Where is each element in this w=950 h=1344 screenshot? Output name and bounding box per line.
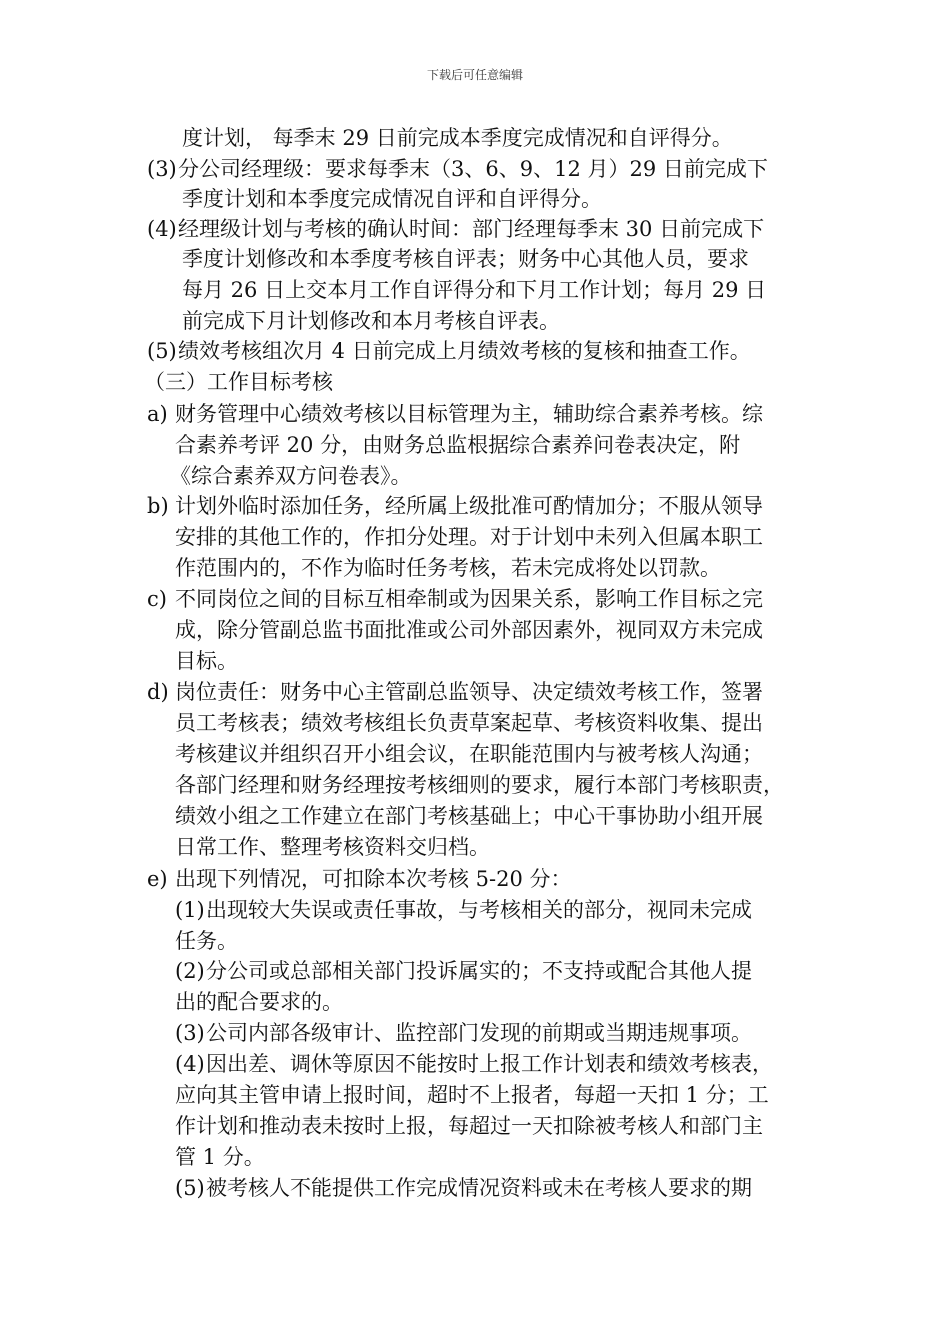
list-marker: (5) [147, 339, 177, 363]
text-line [147, 399, 763, 429]
line-text: 《综合素养双方问卷表》。 [170, 464, 412, 488]
list-marker: (5) [175, 1176, 205, 1200]
list-marker: (2) [175, 959, 205, 983]
line-text: 计划外临时添加任务，经所属上级批准可酌情加分；不服从领导 [175, 494, 763, 518]
text-line [175, 553, 721, 583]
text-line [175, 1173, 752, 1203]
text-line [175, 430, 740, 460]
list-marker: d) [147, 680, 169, 704]
text-line [147, 677, 763, 707]
text-line [175, 1111, 763, 1141]
text-line [175, 1049, 773, 1079]
line-text: 作计划和推动表未按时上报，每超过一天扣除被考核人和部门主 [175, 1114, 763, 1138]
text-line [175, 832, 490, 862]
list-marker: a) [147, 402, 168, 426]
list-marker: (3) [147, 157, 177, 181]
text-line [175, 987, 343, 1017]
line-text: 出现较大失误或责任事故，与考核相关的部分，视同未完成 [206, 898, 752, 922]
text-line [182, 184, 602, 214]
line-text: 因出差、调休等原因不能按时上报工作计划表和绩效考核表， [206, 1052, 773, 1076]
list-marker: c) [147, 587, 167, 611]
line-text: 分公司或总部相关部门投诉属实的；不支持或配合其他人提 [206, 959, 752, 983]
line-text: 考核建议并组织召开小组会议，在职能范围内与被考核人沟通； [175, 742, 763, 766]
line-text: 安排的其他工作的，作扣分处理。对于计划中未列入但属本职工 [175, 525, 763, 549]
line-text: 员工考核表；绩效考核组长负责草案起草、考核资料收集、提出 [175, 711, 763, 735]
page-header: 下载后可任意编辑 [426, 68, 523, 82]
line-text: 应向其主管申请上报时间，超时不上报者，每超一天扣 1 分；工 [175, 1083, 769, 1107]
section-heading [144, 367, 333, 397]
text-line [170, 461, 412, 491]
line-text: 季度计划和本季度完成情况自评和自评得分。 [182, 187, 602, 211]
line-text: 被考核人不能提供工作完成情况资料或未在考核人要求的期 [206, 1176, 752, 1200]
line-text: 绩效考核组次月 4 日前完成上月绩效考核的复核和抽查工作。 [178, 339, 751, 363]
text-line [175, 1080, 769, 1110]
text-line [182, 123, 733, 153]
line-text: 作范围内的，不作为临时任务考核，若未完成将处以罚款。 [175, 556, 721, 580]
list-marker: (1) [175, 898, 205, 922]
text-line [175, 739, 763, 769]
text-line [175, 615, 763, 645]
list-marker: (4) [175, 1052, 205, 1076]
line-text: 财务管理中心绩效考核以目标管理为主，辅助综合素养考核。综 [175, 402, 763, 426]
line-text: 岗位责任：财务中心主管副总监领导、决定绩效考核工作，签署 [175, 680, 763, 704]
list-marker: (4) [147, 217, 177, 241]
text-line [147, 336, 751, 366]
line-text: 季度计划修改和本季度考核自评表；财务中心其他人员，要求 [182, 247, 749, 271]
line-text: （三）工作目标考核 [144, 370, 333, 394]
line-text: 每月 26 日上交本月工作自评得分和下月工作计划；每月 29 日 [182, 278, 767, 302]
line-text: 分公司经理级：要求每季末（3、6、9、12 月）29 日前完成下 [178, 157, 768, 181]
text-line [182, 306, 560, 336]
line-text: 度计划， 每季末 29 日前完成本季度完成情况和自评得分。 [182, 126, 733, 150]
line-text: 各部门经理和财务经理按考核细则的要求，履行本部门考核职责， [175, 773, 784, 797]
text-line [175, 895, 752, 925]
line-text: 目标。 [175, 649, 238, 673]
text-line [175, 646, 238, 676]
line-text: 经理级计划与考核的确认时间：部门经理每季末 30 日前完成下 [178, 217, 765, 241]
text-line [147, 214, 764, 244]
line-text: 管 1 分。 [175, 1145, 265, 1169]
text-line [147, 491, 763, 521]
list-marker: (3) [175, 1021, 205, 1045]
text-line [175, 522, 763, 552]
list-marker: b) [147, 494, 169, 518]
text-line [175, 708, 763, 738]
line-text: 日常工作、整理考核资料交归档。 [175, 835, 490, 859]
line-text: 出现下列情况，可扣除本次考核 5-20 分： [175, 867, 572, 891]
text-line [175, 770, 784, 800]
text-line [182, 244, 749, 274]
line-text: 绩效小组之工作建立在部门考核基础上；中心干事协助小组开展 [175, 804, 763, 828]
list-marker: e) [147, 867, 168, 891]
text-line [147, 584, 763, 614]
line-text: 出的配合要求的。 [175, 990, 343, 1014]
line-text: 不同岗位之间的目标互相牵制或为因果关系，影响工作目标之完 [175, 587, 763, 611]
line-text: 合素养考评 20 分，由财务总监根据综合素养问卷表决定，附 [175, 433, 741, 457]
text-line [182, 275, 766, 305]
line-text: 成，除分管副总监书面批准或公司外部因素外，视同双方未完成 [175, 618, 763, 642]
text-line [175, 926, 238, 956]
text-line [175, 1142, 265, 1172]
text-line [175, 801, 763, 831]
line-text: 前完成下月计划修改和本月考核自评表。 [182, 309, 560, 333]
text-line [147, 864, 572, 894]
line-text: 公司内部各级审计、监控部门发现的前期或当期违规事项。 [206, 1021, 752, 1045]
text-line [175, 1018, 752, 1048]
line-text: 任务。 [175, 929, 238, 953]
text-line [175, 956, 752, 986]
text-line [147, 154, 768, 184]
